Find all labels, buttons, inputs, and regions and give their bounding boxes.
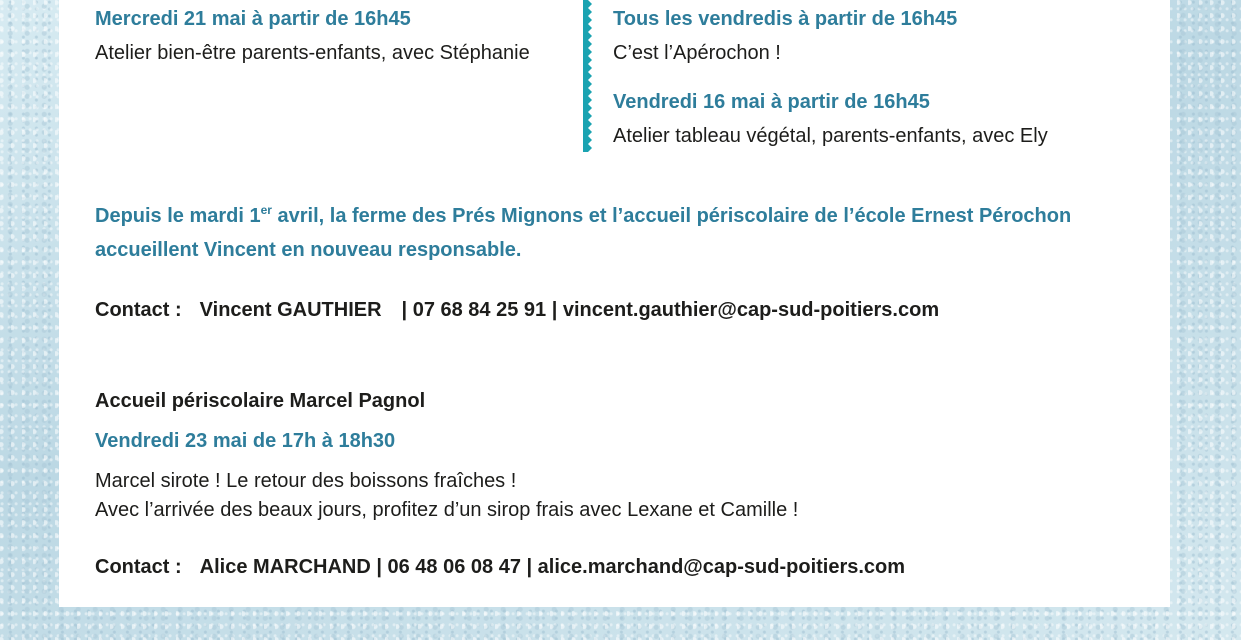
contact-1-name: Vincent GAUTHIER xyxy=(199,299,382,321)
contact-1-label: Contact : xyxy=(95,299,182,321)
contact-2 xyxy=(95,555,905,579)
announcement-superscript: er xyxy=(260,203,272,217)
contact-2-label: Contact : xyxy=(95,556,182,578)
section-2-line-1: Marcel sirote ! Le retour des boissons fraîches ! xyxy=(95,470,517,492)
announcement-text-start: Depuis le mardi 1 xyxy=(95,205,261,227)
left-event-description: Atelier bien-être parents-enfants, avec Stéphanie xyxy=(95,42,530,64)
right-event-2-date: Vendredi 16 mai à partir de 16h45 xyxy=(613,91,930,113)
right-event-2-description: Atelier tableau végétal, parents-enfants, avec Ely xyxy=(613,125,1048,147)
announcement-line-1 xyxy=(95,204,1071,228)
announcement-text-end: avril, la ferme des Prés Mignons et l’accueil périscolaire de l’école Ernest Pérochon xyxy=(271,205,1072,227)
left-event-date: Mercredi 21 mai à partir de 16h45 xyxy=(95,8,411,30)
section-2-title: Accueil périscolaire Marcel Pagnol xyxy=(95,390,426,412)
section-2-line-2: Avec l’arrivée des beaux jours, profitez d’un sirop frais avec Lexane et Camille ! xyxy=(95,499,799,521)
section-2-date: Vendredi 23 mai de 17h à 18h30 xyxy=(95,430,396,452)
contact-1-details[interactable]: | 07 68 84 25 91 | vincent.gauthier@cap-sud-poitiers.com xyxy=(401,299,940,321)
contact-2-text[interactable]: Alice MARCHAND | 06 48 06 08 47 | alice.marchand@cap-sud-poitiers.com xyxy=(199,556,906,578)
zigzag-divider xyxy=(583,0,593,152)
right-event-1-date: Tous les vendredis à partir de 16h45 xyxy=(613,8,958,30)
right-event-1-description: C’est l’Apérochon ! xyxy=(613,42,781,64)
content-card xyxy=(59,0,1170,607)
contact-1 xyxy=(95,298,939,322)
announcement-line-2: accueillent Vincent en nouveau responsable. xyxy=(95,239,522,261)
